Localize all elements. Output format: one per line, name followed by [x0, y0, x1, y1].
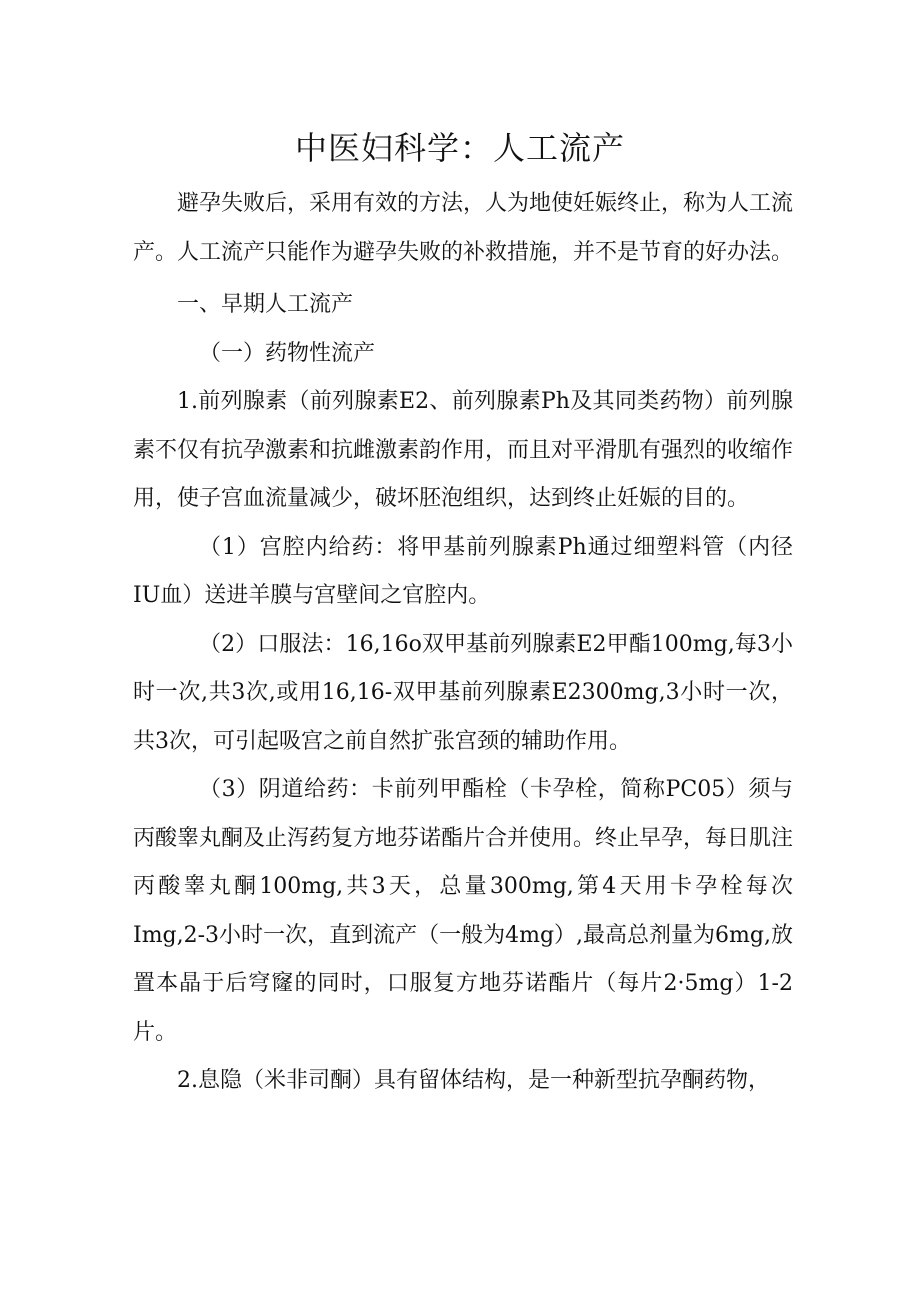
item-paragraph-mifepristone: 2.息隐（米非司酮）具有留体结构，是一种新型抗孕酮药物，: [177, 1068, 770, 1093]
method-paragraph-vaginal: （3）阴道给药：卡前列甲酯栓（卡孕栓，简称PC05）须与丙酸睾丸酮及止泻药复方地芬诺酯片合并使用。终止早孕，每日肌注丙酸睾丸酮100mg,共3天，总量300mg,第4天用卡孕栓每次Img,2-3小时一次，直到流产（一般为4mg）,最高总剂量为6mg,放置本晶于后穹窿的同时，口服复方地芬诺酯片（每片2·5mg）1-2片。: [133, 777, 794, 1045]
section-heading: 一、早期人工流产: [177, 292, 354, 317]
method-paragraph-intrauterine: （1）宫腔内给药：将甲基前列腺素Ph通过细塑料管（内径IU血）送进羊膜与宫壁间之官腔内。: [133, 534, 793, 608]
page-title: 中医妇科学：人工流产: [294, 129, 625, 167]
subsection-heading: （一）药物性流产: [199, 340, 376, 366]
item-paragraph-prostaglandin: 1.前列腺素（前列腺素E2、前列腺素Ph及其同类药物）前列腺素不仅有抗孕激素和抗雌激素韵作用，而且对平滑肌有强烈的收缩作用，使子宫血流量减少，破坏胚泡组织，达到终止妊娠的目的。: [133, 389, 794, 511]
method-paragraph-oral: （2）口服法：16,16o双甲基前列腺素E2甲酯100mg,每3小时一次,共3次,或用16,16-双甲基前列腺素E2300mg,3小时一次，共3次，可引起吸宫之前自然扩张宫颈的辅助作用。: [133, 631, 793, 754]
intro-paragraph: 避孕失败后，采用有效的方法，人为地使妊娠终止，称为人工流产。人工流产只能作为避孕失败的补救措施，并不是节育的好办法。: [133, 191, 794, 265]
document-body: [133, 180, 793, 1106]
